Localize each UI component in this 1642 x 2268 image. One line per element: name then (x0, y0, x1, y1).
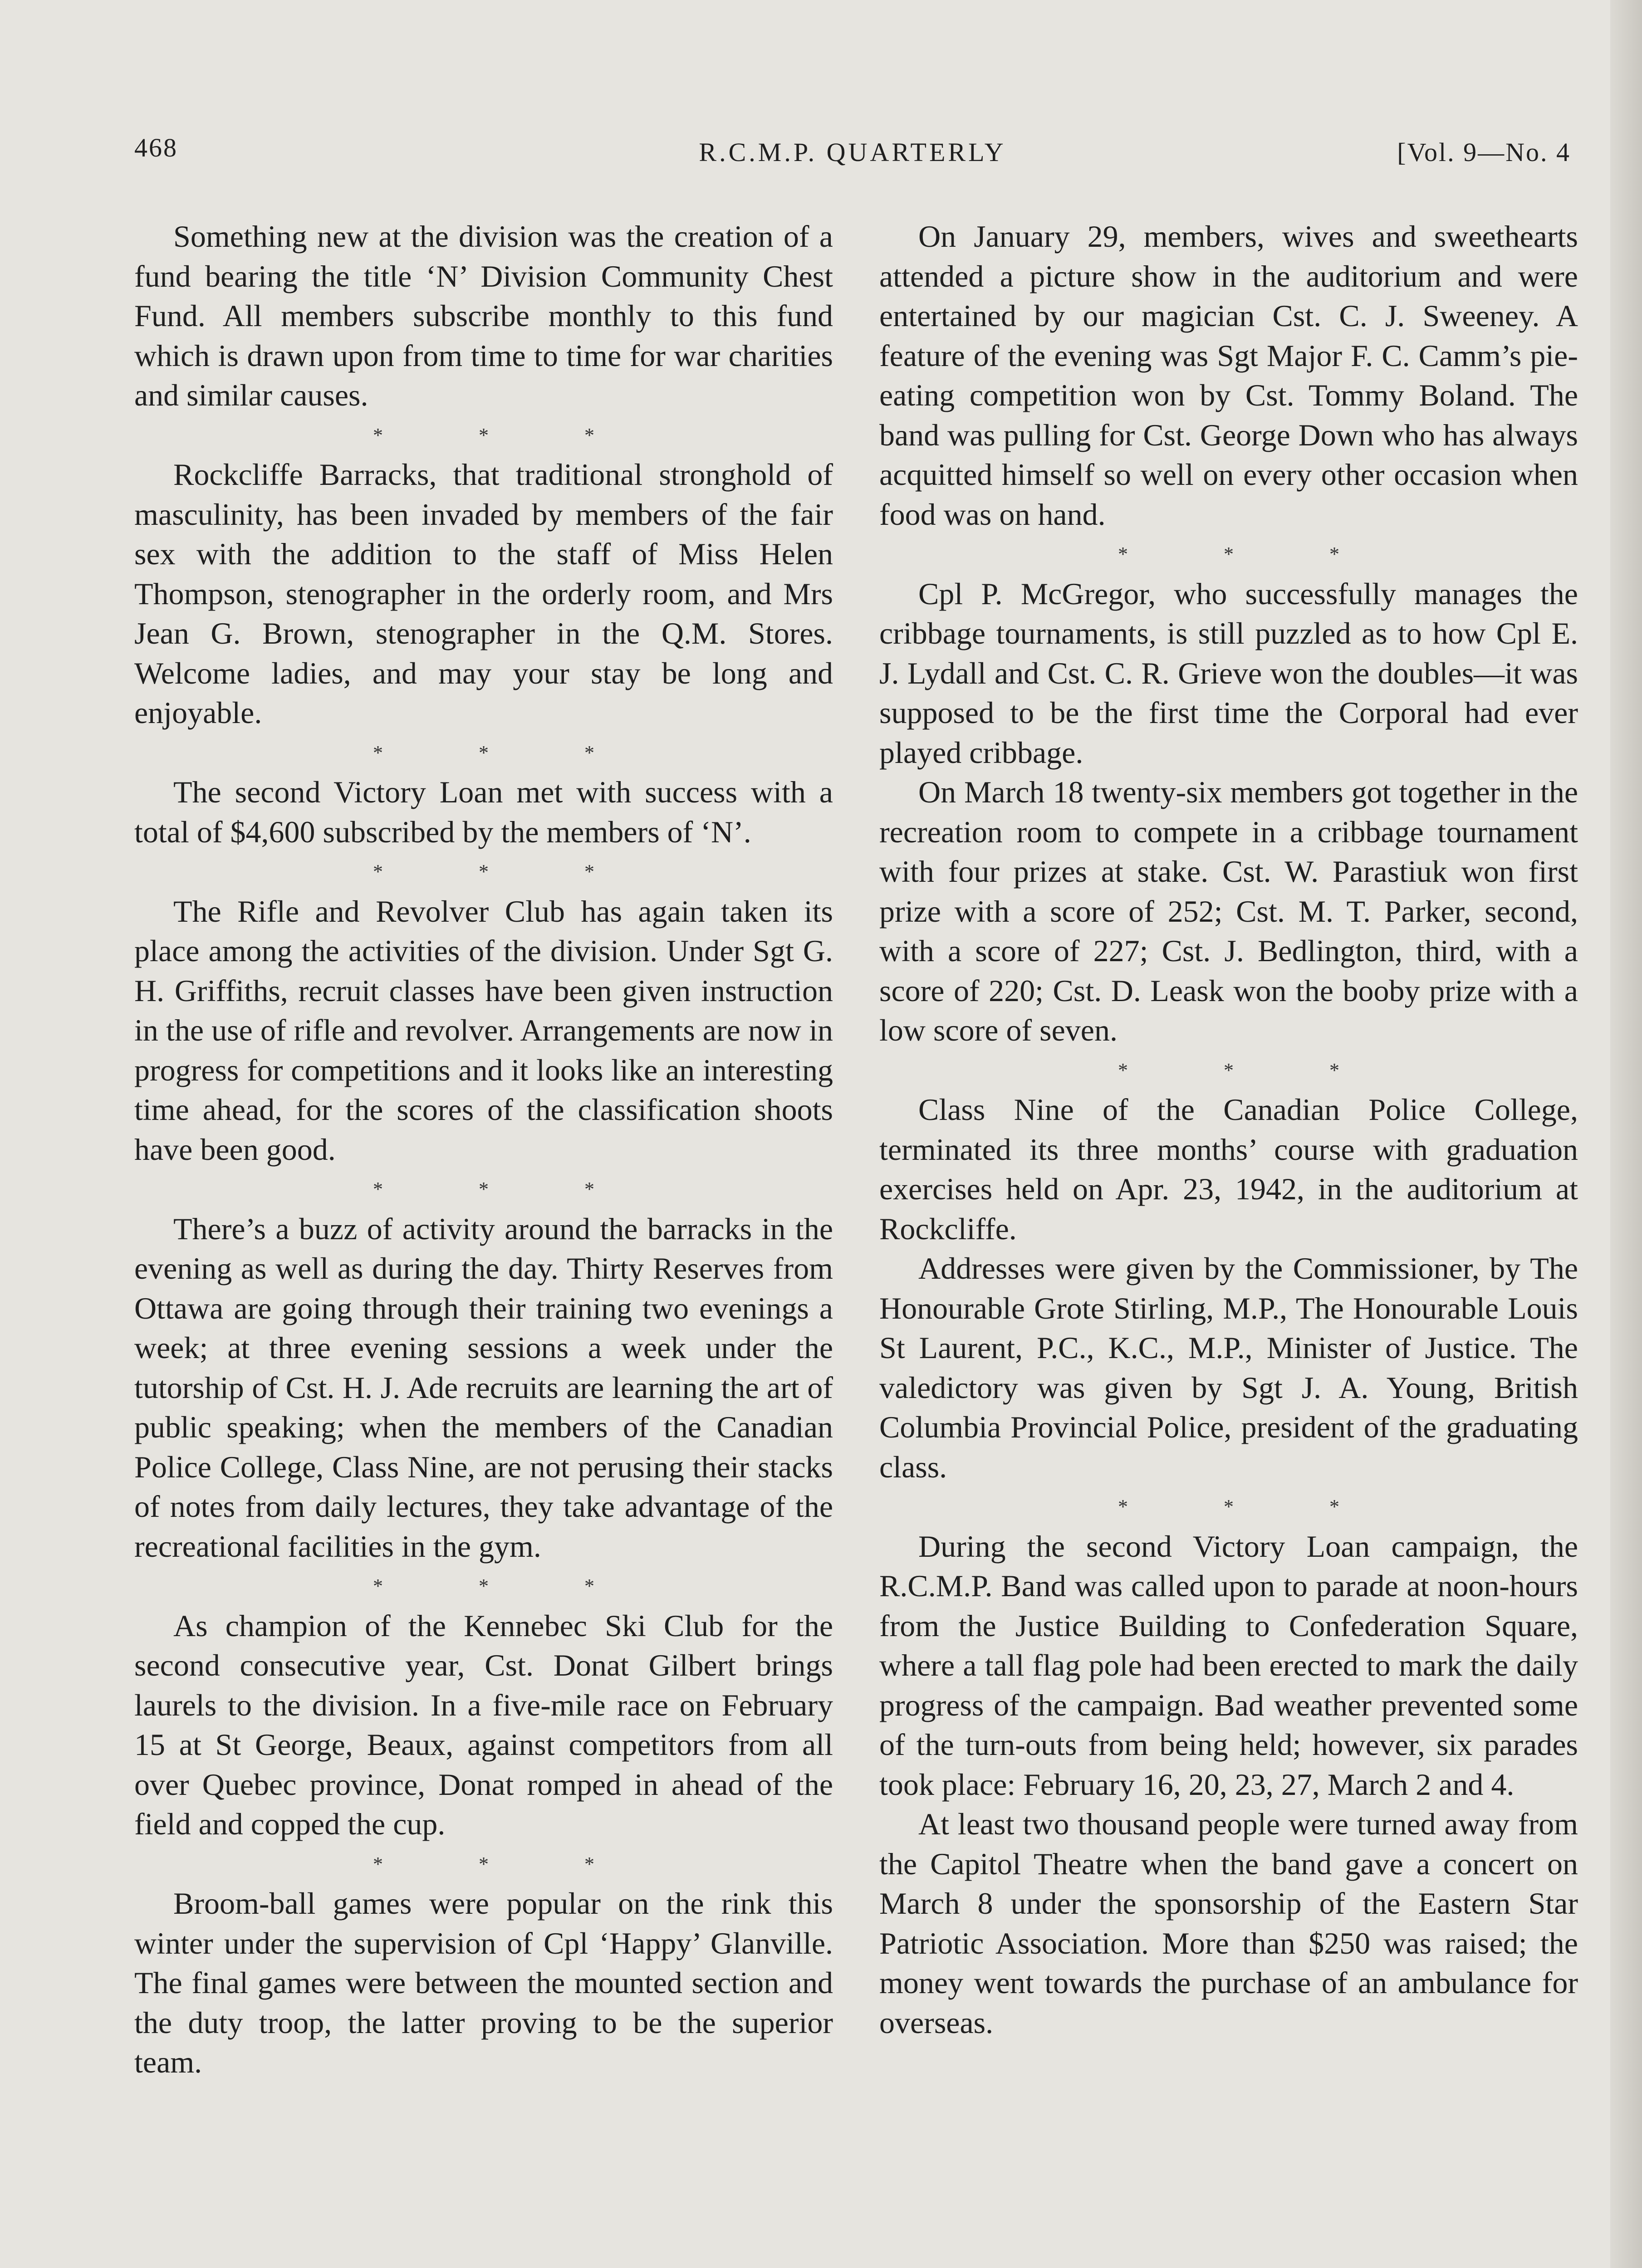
paragraph-cribbage-tournament: On March 18 twenty-six members got together in the recreation room to compete in a cribbage tournament with four prizes at stake. Cst. W. Parastiuk won first prize with a score of 252; Cst. M. T. Parker, second, with a score of 227; Cst. J. Bedlington, third, with a score of 220; Cst. D. Leask won the booby prize with a low score of seven. (879, 775, 1578, 1047)
page-edge (1610, 0, 1642, 2268)
paragraph-rockcliffe-staff: Rockcliffe Barracks, that traditional stronghold of masculinity, has been invaded by members of the fair sex with the addition to the staff of Miss Helen Thompson, stenographer in the orderly room, and Mrs Jean G. Brown, stenographer in the Q.M. Stores. Welcome ladies, and may your stay be long and enjoyable. (134, 457, 833, 730)
section-separator: * * * (373, 860, 594, 883)
section-separator: * * * (373, 741, 594, 764)
section-separator: * * * (373, 424, 594, 446)
paragraph-community-chest: Something new at the division was the creation of a fund bearing the title ‘N’ Division Community Chest Fund. All members subscribe monthly to this fund which is drawn upon from time to time for war charities and similar causes. (134, 219, 833, 412)
paragraph-victory-loan: The second Victory Loan met with success with a total of $4,600 subscribed by the members of ‘N’. (134, 775, 833, 849)
section-separator: * * * (1118, 543, 1339, 565)
page-number: 468 (134, 133, 178, 162)
section-separator: * * * (373, 1853, 594, 1875)
right-column (879, 217, 1578, 2043)
paragraph-addresses: Addresses were given by the Commissioner, by The Honourable Grote Stirling, M.P., The Honourable Louis St Laurent, P.C., K.C., M.P., Minister of Justice. The valedictory was given by Sgt J. A. Young, British Columbia Provincial Police, president of the graduating class. (879, 1251, 1578, 1484)
left-column (134, 217, 833, 2082)
paragraph-ski-club: As champion of the Kennebec Ski Club for the second consecutive year, Cst. Donat Gilbert brings laurels to the division. In a five-mile race on February 15 at St George, Beaux, against competitors from all over Quebec province, Donat romped in ahead of the field and copped the cup. (134, 1608, 833, 1841)
paragraph-cribbage-doubles: Cpl P. McGregor, who successfully manages the cribbage tournaments, is still puzzled as to how Cpl E. J. Lydall and Cst. C. R. Grieve won the doubles—it was supposed to be the first time the Corporal had ever played cribbage. (879, 576, 1578, 770)
section-separator: * * * (1118, 1496, 1339, 1518)
paragraph-picture-show: On January 29, members, wives and sweethearts attended a picture show in the auditorium and were entertained by our magician Cst. C. J. Sweeney. A feature of the evening was Sgt Major F. C. Camm’s pie-eating competition won by Cst. Tommy Boland. The band was pulling for Cst. George Down who has always acquitted himself so well on every other occasion when food was on hand. (879, 219, 1578, 532)
paragraph-capitol-concert: At least two thousand people were turned away from the Capitol Theatre when the band gave a concert on March 8 under the sponsorship of the Eastern Star Patriotic Association. More than $250 was raised; the money went towards the purchase of an ambulance for overseas. (879, 1807, 1578, 2040)
running-head (134, 132, 1571, 173)
journal-title: R.C.M.P. QUARTERLY (699, 137, 1006, 167)
paragraph-rifle-club: The Rifle and Revolver Club has again taken its place among the activities of the division. Under Sgt G. H. Griffiths, recruit classes have been given instruction in the use of rifle and revolver. Arrangements are now in progress for competitions and it looks like an interesting time ahead, for the scores of the classification shoots have been good. (134, 894, 833, 1167)
paragraph-barracks-activity: There’s a buzz of activity around the barracks in the evening as well as during the day. Thirty Reserves from Ottawa are going through their training two evenings a week; at three evening sessions a week under the tutorship of Cst. H. J. Ade recruits are learning the art of public speaking; when the members of the Canadian Police College, Class Nine, are not perusing their stacks of notes from daily lectures, they take advantage of the recreational facilities in the gym. (134, 1211, 833, 1564)
paragraph-broom-ball: Broom-ball games were popular on the rink this winter under the supervision of Cpl ‘Happy’ Glanville. The final games were between the mounted section and the duty troop, the latter proving to be the superior team. (134, 1886, 833, 2079)
paragraph-band-parades: During the second Victory Loan campaign, the R.C.M.P. Band was called upon to parade at noon-hours from the Justice Building to Confederation Square, where a tall flag pole had been erected to mark the daily progress of the campaign. Bad weather prevented some of the turn-outs from being held; however, six parades took place: February 16, 20, 23, 27, March 2 and 4. (879, 1529, 1578, 1802)
section-separator: * * * (373, 1575, 594, 1597)
section-separator: * * * (373, 1178, 594, 1200)
paragraph-class-nine: Class Nine of the Canadian Police College, terminated its three months’ course with graduation exercises held on Apr. 23, 1942, in the auditorium at Rockcliffe. (879, 1092, 1578, 1246)
section-separator: * * * (1118, 1059, 1339, 1081)
volume-issue: [Vol. 9—No. 4 (1397, 137, 1571, 167)
